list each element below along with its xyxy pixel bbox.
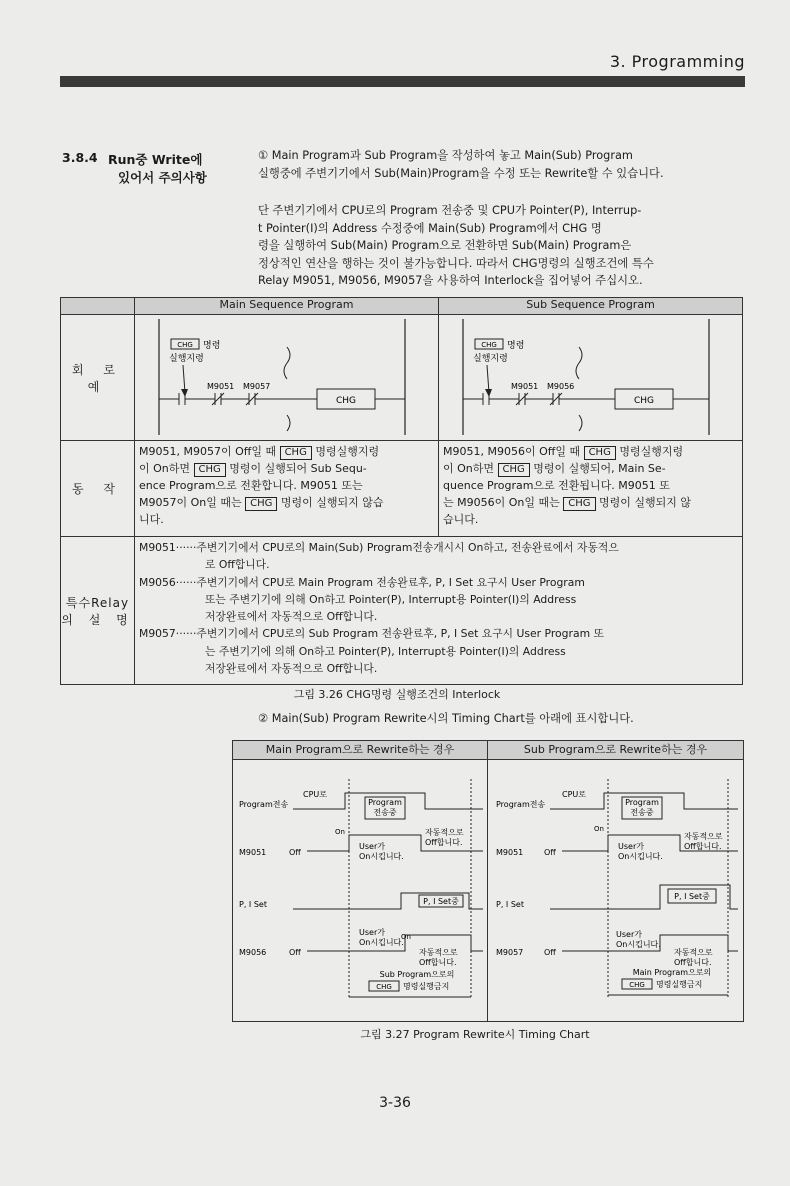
tc-auto-off2: Off합니다. (425, 838, 463, 847)
tc-auto-off1-r: 자동적으로 (684, 832, 723, 841)
paragraph-1 (258, 147, 742, 182)
tc-user-on2: On시킵니다. (359, 852, 404, 861)
figure-3-27-caption: 그림 3.27 Program Rewrite시 Timing Chart (360, 1028, 590, 1041)
p1-line2: 실행중에 주변기기에서 Sub(Main)Program을 수정 또는 Rewrite할 수 있습니다. (258, 166, 664, 180)
contact-m9057: M9057 (243, 382, 271, 391)
page-number: 3-36 (379, 1095, 411, 1111)
sub-ladder-diagram (439, 315, 742, 437)
timing-chart-main (233, 759, 487, 1021)
main-ladder-cell (135, 315, 439, 441)
m9056-desc-l2: 또는 주변기기에 의해 On하고 Pointer(P), Interrupt용 Pointer(I)의 Address (205, 592, 577, 606)
p2-line2: t Pointer(I)의 Address 수정중에 Main(Sub) Program에서 CHG 명 (258, 221, 602, 235)
op-sub-l1b: 명령실행지령 (619, 445, 684, 458)
tc-m9057: M9057 (496, 948, 524, 957)
tc-cpu-to-r: CPU로 (562, 790, 586, 799)
tc-right-stop1: Main Program으로의 (632, 968, 712, 977)
tc-user-on1-r: User가 (618, 842, 644, 851)
chg-inline: CHG (498, 463, 530, 477)
chg-label-box: CHG (177, 341, 193, 349)
tc-user-on1: User가 (359, 842, 385, 851)
timing-head-sub: Sub Program으로 Rewrite하는 경우 (488, 741, 743, 760)
tc-transfer-ing-r: 전송중 (630, 808, 654, 817)
cmd-word-sub: 명령 (507, 341, 525, 351)
sub-operation-cell (439, 441, 743, 537)
row-label-relay (61, 537, 135, 685)
p2-line4: 정상적인 연산을 행하는 것이 불가능합니다. 따라서 CHG명령의 실행조건에 특수 (258, 256, 654, 270)
tc-off-r: Off (544, 848, 556, 857)
tc-user-on2-r: On시킵니다. (618, 852, 663, 861)
tc-auto-off2-r: Off합니다. (684, 842, 722, 851)
tc-m9051-r: M9051 (496, 848, 524, 857)
tc-prog-transfer-r: Program전송 (496, 800, 546, 809)
exec-cmd-label: 실행지령 (169, 354, 204, 364)
figure-3-26-caption: 그림 3.26 CHG명령 실행조건의 Interlock (293, 688, 501, 701)
tc-off-br: Off (544, 948, 556, 957)
row-label-circuit: 회 로 예 (61, 315, 135, 441)
tc-auto-off1: 자동적으로 (425, 828, 464, 837)
tc-prog-transfer: Program전송 (239, 800, 289, 809)
chapter-title: 3. Programming (609, 52, 745, 71)
tc-on: On (335, 828, 345, 836)
col-main-header: Main Sequence Program (135, 298, 439, 315)
m9056-desc-l3: 저장완료에서 자동적으로 Off합니다. (205, 610, 378, 624)
tc-right-stop2: 명령실행금지 (656, 980, 703, 989)
op-sub-l2a: 이 On하면 (443, 462, 495, 475)
section-number: 3.8.4 (62, 150, 98, 165)
op-sub-l4a: 는 M9056이 On일 때는 (443, 496, 560, 509)
chg-coil: CHG (335, 396, 357, 406)
chg-inline: CHG (194, 463, 226, 477)
tc-auto-off2b: Off합니다. (419, 958, 457, 967)
tc-m9056: M9056 (239, 948, 267, 957)
p2-line1: 단 주변기기에서 CPU로의 Program 전송중 및 CPU가 Pointer(P), Interrup- (258, 204, 642, 217)
op-main-l5: 니다. (139, 513, 164, 526)
m9051-desc-l2: 로 Off합니다. (205, 558, 270, 572)
m9056-desc-l1: M9056······주변기기에서 CPU로 Main Program 전송완료후, P, I Set 요구시 User Program (139, 575, 585, 589)
contact-m9051-sub: M9051 (511, 382, 539, 391)
chg-inline: CHG (563, 497, 595, 511)
op-main-l4b: 명령이 실행되지 않습 (280, 496, 384, 509)
main-operation-cell (135, 441, 439, 537)
cmd-word: 명령 (203, 341, 221, 351)
sub-ladder-cell (439, 315, 743, 441)
tc-user-on1b: User가 (359, 928, 385, 937)
m9051-desc-l1: M9051······주변기기에서 CPU로의 Main(Sub) Program전송개시시 On하고, 전송완료에서 자동적으 (139, 541, 619, 554)
op-sub-l2b: 명령이 실행되어, Main Se- (533, 462, 666, 475)
chg-inline: CHG (280, 446, 312, 460)
tc-off: Off (289, 848, 301, 857)
relay-label-b: 의 설 명 (61, 612, 134, 627)
col-sub-header: Sub Sequence Program (439, 298, 743, 315)
tc-on-b: On (401, 933, 411, 941)
p2-line3: 령을 실행하여 Sub(Main) Program으로 전환하면 Sub(Main) Program은 (258, 239, 632, 252)
chg-label-box-sub: CHG (481, 341, 497, 349)
relay-label-a: 특수Relay (65, 595, 130, 610)
op-sub-l5: 습니다. (443, 513, 479, 526)
paragraph-2 (258, 202, 742, 290)
tc-pi-set-r: P, I Set (496, 900, 524, 909)
op-sub-l4b: 명령이 실행되지 않 (599, 496, 692, 509)
m9057-desc-l3: 저장완료에서 자동적으로 Off합니다. (205, 662, 378, 676)
tc-auto-off2b-r: Off합니다. (674, 958, 712, 967)
section-title-line2: 있어서 주의사항 (118, 170, 207, 185)
m9057-desc-l1: M9057······주변기기에서 CPU로의 Sub Program 전송완료후, P, I Set 요구시 User Program 또 (139, 627, 604, 641)
op-main-l1a: M9051, M9057이 Off일 때 (139, 445, 277, 458)
section-title-line1: Run중 Write에 (108, 152, 203, 167)
op-main-l4a: M9057이 On일 때는 (139, 496, 242, 509)
exec-cmd-label-sub: 실행지령 (473, 354, 508, 364)
op-main-l1b: 명령실행지령 (315, 445, 380, 458)
tc-left-stop2: 명령실행금지 (403, 982, 450, 991)
tc-pi-set: P, I Set (239, 900, 267, 909)
tc-right-chg: CHG (629, 981, 645, 989)
p2-line5: Relay M9051, M9056, M9057을 사용하여 Interlock을 집어넣어 주십시오. (258, 274, 643, 287)
chg-inline: CHG (245, 497, 277, 511)
tc-pi-set-ing: P, I Set중 (423, 897, 459, 906)
chg-coil-sub: CHG (633, 396, 655, 406)
timing-chart-sub (488, 759, 743, 1021)
tc-transfer-ing: 전송중 (373, 808, 397, 817)
tc-m9051: M9051 (239, 848, 267, 857)
tc-program: Program (368, 798, 402, 807)
contact-m9051: M9051 (207, 382, 235, 391)
tc-user-on2b: On시킵니다. (359, 938, 404, 947)
tc-auto-off1b-r: 자동적으로 (674, 948, 713, 957)
tc-program-r: Program (625, 798, 659, 807)
main-ladder-diagram (135, 315, 438, 437)
tc-off-b: Off (289, 948, 301, 957)
op-main-l3: ence Program으로 전환합니다. M9051 또는 (139, 479, 363, 492)
paragraph-3: ② Main(Sub) Program Rewrite시의 Timing Chart를 아래에 표시합니다. (258, 712, 634, 725)
op-sub-l3: quence Program으로 전환됩니다. M9051 또 (443, 479, 670, 492)
tc-cpu-to: CPU로 (303, 790, 327, 799)
tc-auto-off1b: 자동적으로 (419, 948, 458, 957)
tc-on-r: On (594, 825, 604, 833)
timing-chart-frame (232, 740, 744, 1022)
op-main-l2a: 이 On하면 (139, 462, 191, 475)
interlock-table (60, 297, 743, 685)
tc-user-on2b-r: On시킵니다. (616, 940, 661, 949)
row-label-operation: 동 작 (61, 441, 135, 537)
op-sub-l1a: M9051, M9056이 Off일 때 (443, 445, 581, 458)
timing-head-main: Main Program으로 Rewrite하는 경우 (233, 741, 488, 760)
tc-left-chg: CHG (376, 983, 392, 991)
chg-inline: CHG (584, 446, 616, 460)
m9057-desc-l2: 는 주변기기에 의해 On하고 Pointer(P), Interrupt용 Pointer(I)의 Address (205, 644, 566, 658)
header-rule (60, 76, 745, 87)
contact-m9056: M9056 (547, 382, 575, 391)
p1-line1: ① Main Program과 Sub Program을 작성하여 놓고 Main(Sub) Program (258, 149, 633, 162)
op-main-l2b: 명령이 실행되어 Sub Sequ- (229, 462, 367, 475)
tc-user-on1b-r: User가 (616, 930, 642, 939)
tc-left-stop1: Sub Program으로의 (379, 970, 455, 979)
corner-cell (61, 298, 135, 315)
relay-description-cell (135, 537, 743, 685)
tc-pi-set-ing-r: P, I Set중 (674, 892, 710, 901)
